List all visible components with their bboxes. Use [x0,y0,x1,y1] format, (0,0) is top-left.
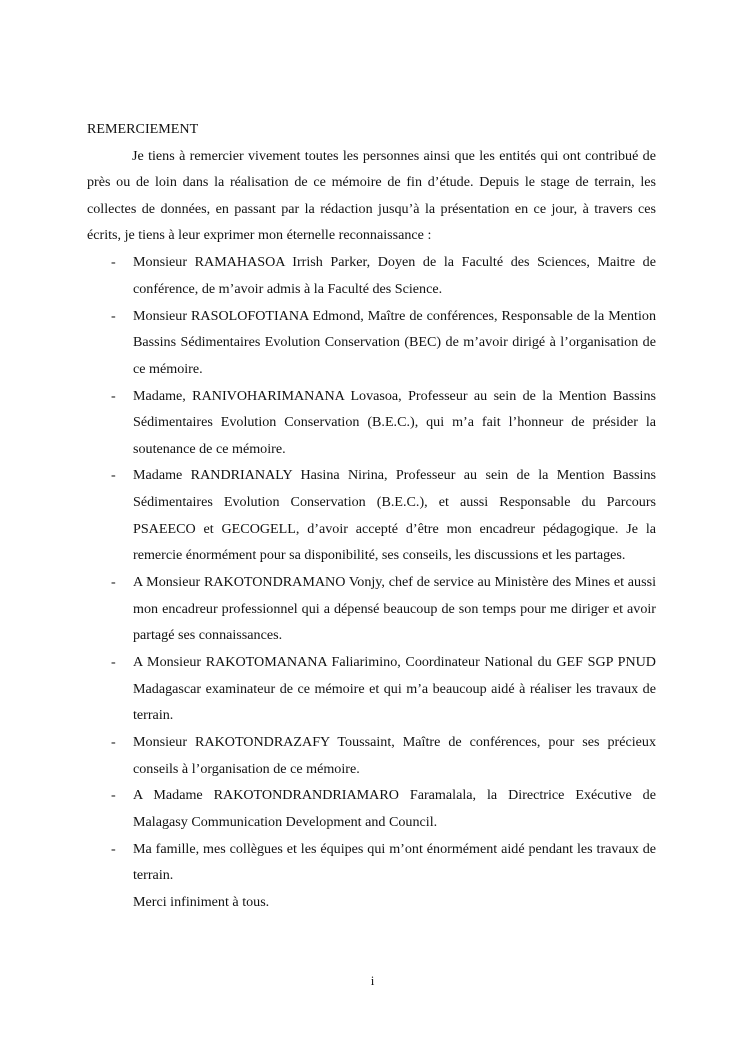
list-item [87,383,656,463]
list-item-text: Monsieur RAMAHASOA Irrish Parker, Doyen de la Faculté des Sciences, Maitre de conférence, de m’avoir admis à la Faculté des Science. [133,254,656,297]
list-bullet: - [111,467,116,484]
page-title: REMERCIEMENT [87,121,199,137]
list-item [87,303,656,383]
list-bullet: - [111,254,116,271]
list-item-text: A Monsieur RAKOTONDRAMANO Vonjy, chef de service au Ministère des Mines et aussi mon encadreur professionnel qui a dépensé beaucoup de son temps pour me diriger et avoir partagé ses connaissances. [133,574,656,644]
list-bullet: - [111,574,116,591]
list-item [87,462,656,568]
list-bullet: - [111,307,116,324]
list-item-text: Madame RANDRIANALY Hasina Nirina, Professeur au sein de la Mention Bassins Sédimentaires Evolution Conservation (B.E.C.), et aussi Responsable du Parcours PSAEECO et GECOGELL, d’avoir accepté d’être mon encadreur pédagogique. Je la remercie énormément pour sa disponibilité, ses conseils, les discussions et les partages. [133,467,656,564]
page-number: i [370,973,375,988]
list-item-text: Madame, RANIVOHARIMANANA Lovasoa, Professeur au sein de la Mention Bassins Sédimentaires Evolution Conservation (B.E.C.), qui m’a fait l’honneur de présider la soutenance de ce mémoire. [133,387,656,457]
list-bullet: - [111,387,116,404]
acknowledgement-list [87,249,656,889]
list-bullet: - [111,840,116,857]
page-content [87,116,656,916]
list-item [87,729,656,782]
list-bullet: - [111,654,116,670]
list-item [87,249,656,302]
list-item-text: Ma famille, mes collègues et les équipes qui m’ont énormément aidé pendant les travaux de terrain. [133,840,656,884]
list-item [87,569,656,649]
intro-paragraph: Je tiens à remercier vivement toutes les personnes ainsi que les entités qui ont contribué de près ou de loin dans la réalisation de ce mémoire de fin d’étude. Depuis le stage de terrain, les collectes de données, en passant par la rédaction jusqu’à la présentation en ce jour, à travers ces écrits, je tiens à leur exprimer mon éternelle reconnaissance : [87,147,656,244]
list-item [87,836,656,889]
list-item-text: A Monsieur RAKOTOMANANA Faliarimino, Coordinateur National du GEF SGP PNUD Madagascar examinateur de ce mémoire et qui m’a beaucoup aidé à réaliser les travaux de terrain. [133,654,656,724]
list-bullet: - [111,787,116,804]
list-bullet: - [111,733,116,750]
list-item-text: Monsieur RASOLOFOTIANA Edmond, Maître de conférences, Responsable de la Mention Bassins Sédimentaires Evolution Conservation (BEC) de m’avoir dirigé à l’organisation de ce mémoire. [133,307,656,377]
list-item-text: Monsieur RAKOTONDRAZAFY Toussaint, Maître de conférences, pour ses précieux conseils à l’organisation de ce mémoire. [133,733,656,777]
list-item [87,782,656,835]
list-item-text: A Madame RAKOTONDRANDRIAMARO Faramalala, la Directrice Exécutive de Malagasy Communication Development and Council. [133,787,656,830]
closing-line: Merci infiniment à tous. [133,893,270,910]
list-item [87,649,656,729]
